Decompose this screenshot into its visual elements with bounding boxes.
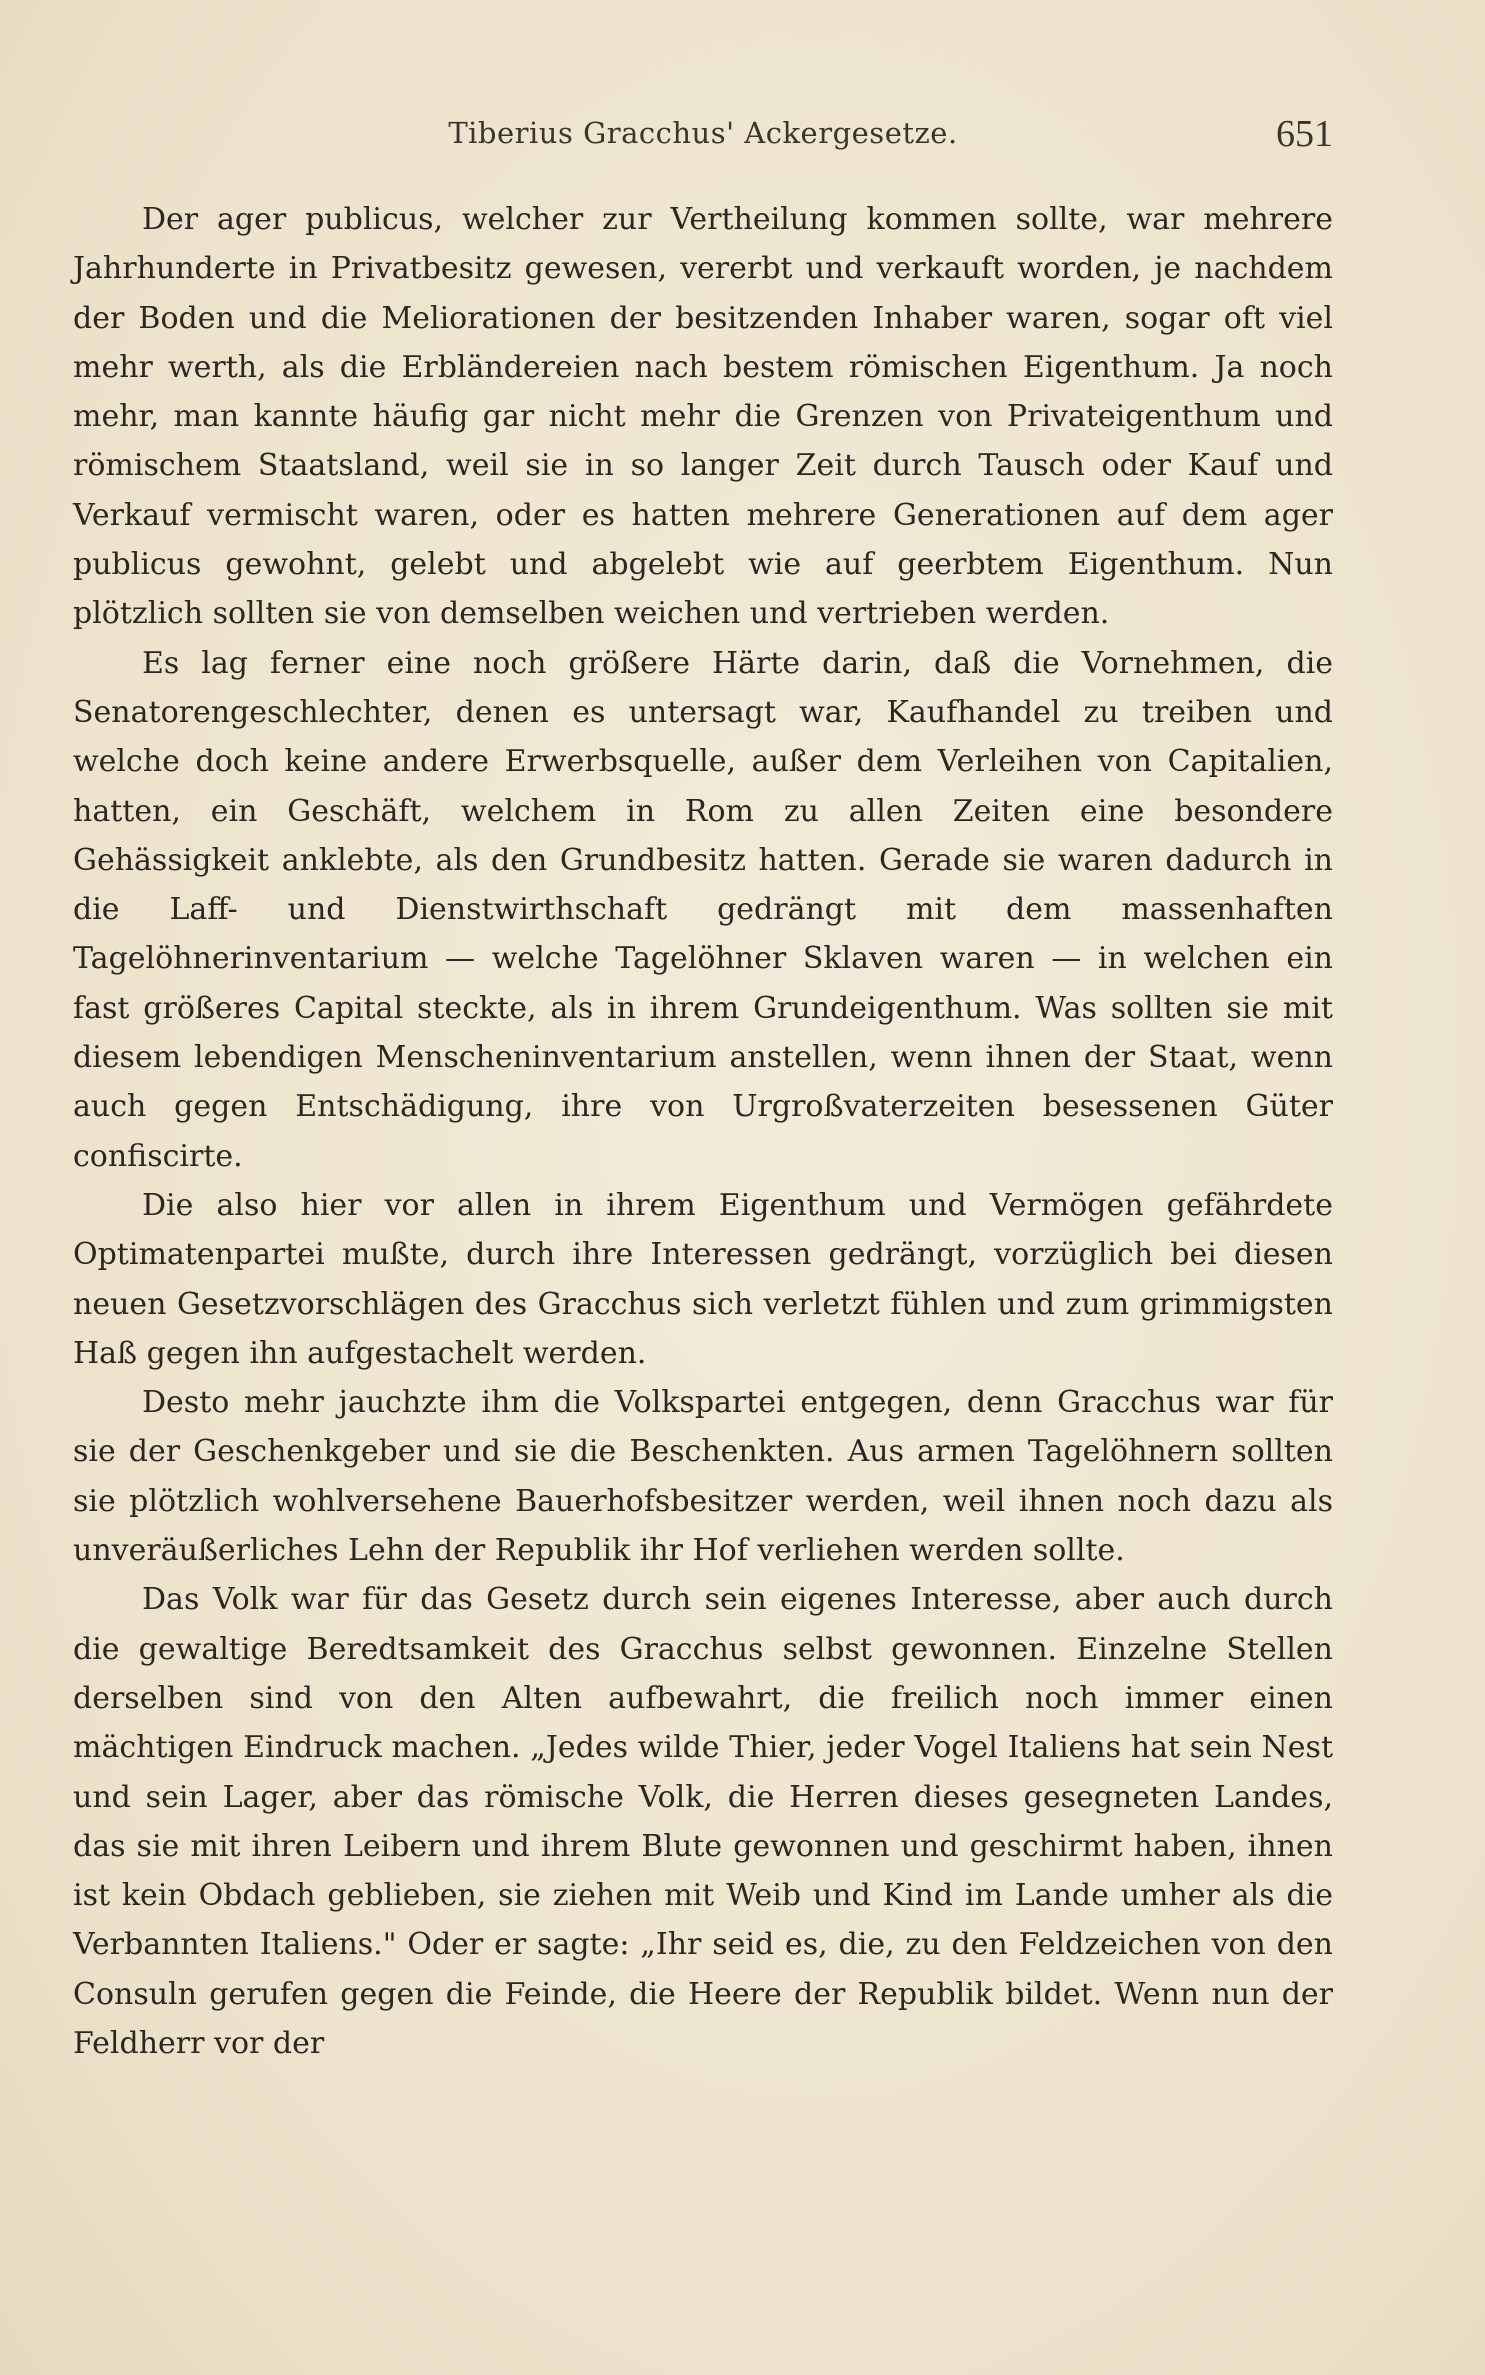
page-header [73, 108, 1333, 168]
paragraph-popular-party: Desto mehr jauchzte ihm die Volkspartei entgegen, denn Gracchus war für sie der Geschenkgeber und sie die Beschenkten. Aus armen Tagelöhnern sollten sie plötzlich wohlversehene Bauerhofsbesitzer werden, weil ihnen noch dazu als unveräußerliches Lehn der Republik ihr Hof verliehen werden sollte. [73, 1385, 1333, 1569]
paragraph-optimates: Die also hier vor allen in ihrem Eigenthum und Vermögen gefährdete Optimatenpartei mußte, durch ihre Interessen gedrängt, vorzüglich bei diesen neuen Gesetzvorschlägen des Gracchus sich verletzt fühlen und zum grimmigsten Haß gegen ihn aufgestachelt werden. [73, 1187, 1333, 1371]
paragraph-senatorial-hardship: Es lag ferner eine noch größere Härte darin, daß die Vornehmen, die Senatorengeschlechter, denen es untersagt war, Kaufhandel zu treiben und welche doch keine andere Erwerbsquelle, außer dem Verleihen von Capitalien, hatten, ein Geschäft, welchem in Rom zu allen Zeiten eine besondere Gehässigkeit anklebte, als den Grundbesitz hatten. Gerade sie waren dadurch in die Laff- und Dienstwirthschaft gedrängt mit dem massenhaften Tagelöhnerinventarium — welche Tagelöhner Sklaven waren — in welchen ein fast größeres Capital steckte, als in ihrem Grundeigenthum. Was sollten sie mit diesem lebendigen Menscheninventarium anstellen, wenn ihnen der Staat, wenn auch gegen Entschädigung, ihre von Urgroßvaterzeiten besessenen Güter confiscirte. [73, 645, 1333, 1174]
paragraph-gracchus-speech: Das Volk war für das Gesetz durch sein eigenes Interesse, aber auch durch die gewaltige Beredtsamkeit des Gracchus selbst gewonnen. Einzelne Stellen derselben sind von den Alten aufbewahrt, die freilich noch immer einen mächtigen Eindruck machen. „Jedes wilde Thier, jeder Vogel Italiens hat sein Nest und sein Lager, aber das römische Volk, die Herren dieses gesegneten Landes, das sie mit ihren Leibern und ihrem Blute gewonnen und geschirmt haben, ihnen ist kein Obdach geblieben, sie ziehen mit Weib und Kind im Lande umher als die Verbannten Italiens." Oder er sagte: „Ihr seid es, die, zu den Feldzeichen von den Consuln gerufen gegen die Feinde, die Heere der Republik bildet. Wenn nun der Feldherr vor der [73, 1582, 1333, 2061]
paragraph-ager-publicus: Der ager publicus, welcher zur Vertheilung kommen sollte, war mehrere Jahrhunderte in Privatbesitz gewesen, vererbt und verkauft worden, je nachdem der Boden und die Meliorationen der besitzenden Inhaber waren, sogar oft viel mehr werth, als die Erbländereien nach bestem römischen Eigenthum. Ja noch mehr, man kannte häufig gar nicht mehr die Grenzen von Privateigenthum und römischem Staatsland, weil sie in so langer Zeit durch Tausch oder Kauf und Verkauf vermischt waren, oder es hatten mehrere Generationen auf dem ager publicus gewohnt, gelebt und abgelebt wie auf geerbtem Eigenthum. Nun plötzlich sollten sie von demselben weichen und vertrieben werden. [73, 202, 1333, 632]
body-text [73, 195, 1333, 2068]
running-title: Tiberius Gracchus' Ackergesetze. [448, 116, 958, 150]
page-number: 651 [1276, 113, 1333, 155]
